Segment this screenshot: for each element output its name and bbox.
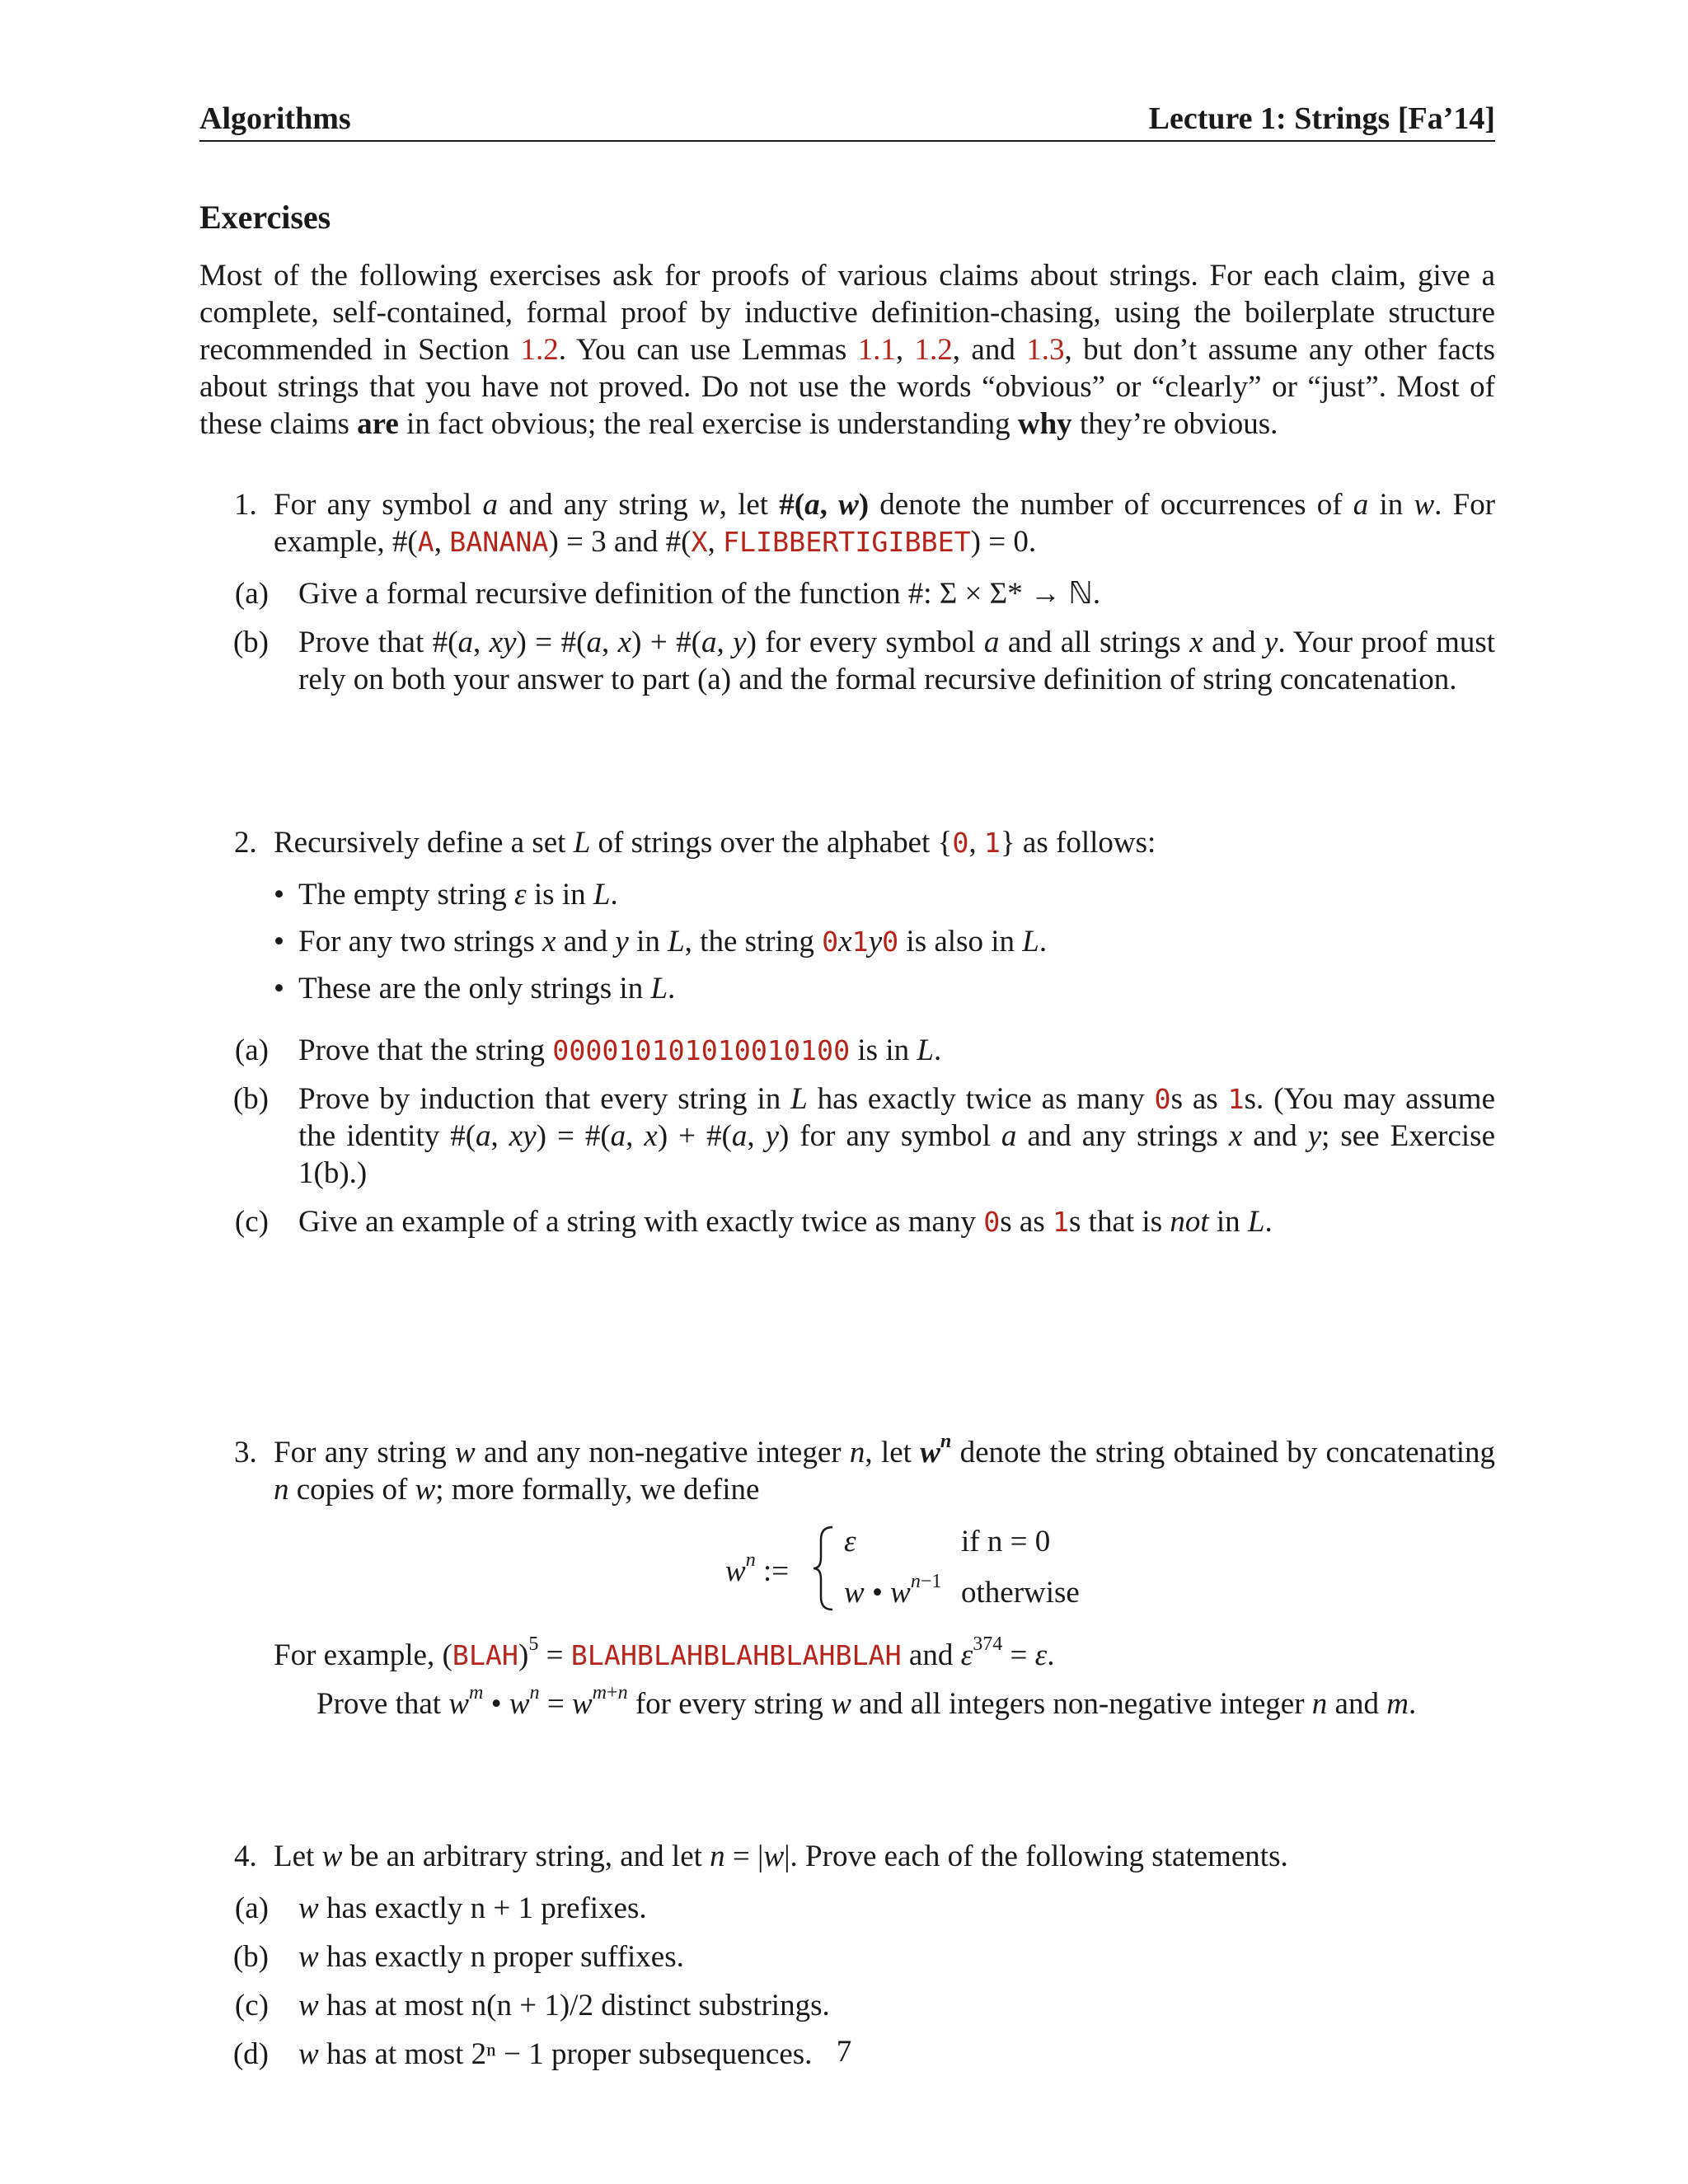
bullet-2: • For any two strings x and y in L, the string 0x1y0 is also in L. [274, 925, 1048, 958]
exercise-4b: (b) w has exactly n proper suffixes. [232, 1940, 684, 1974]
definition-display: $w^n$ := ε if n = 0 w • $w^{n-1}$ otherwise [234, 1523, 1495, 1614]
page-number: 7 [836, 2035, 852, 2069]
exercise-4d: (d) w has at most 2ⁿ − 1 proper subsequences. [232, 2037, 813, 2071]
exercise-1a: (a) Give a formal recursive definition of the function #: Σ × Σ* → ℕ. [234, 577, 1101, 611]
exercise-1-statement: For any symbol a and any string w, let #(a, w) denote the number of occurrences of a in w. For example, #(A, BANANA) = 3 and #(X, FLIBBERTIGIBBET) = 0. [274, 488, 1496, 559]
exercise-3: 3. For any string w and any non-negative integer n, let $w^n$ denote the string obtained by concatenating n copies of w; more formally, we define $w^n$ := ε if n = 0 w • $w^{n-1}$ otherwise For example, (BLAH)$^5$ = BLAHBLAHBLAHBLAHBLAH and $\varepsilon^{374} = \varepsilon$. Prove that $w^m$ • $w^n = w^{m+n}$ for every string w and all integers non-negative integer n and m. [234, 1430, 1496, 1721]
exercise-1b: (b) Prove that #(a, xy) = #(a, x) + #(a, y) for every symbol a and all strings x and y. Your proof must rely on both your answer to part (a) and the formal recursive definition of string concatenation. [232, 626, 1496, 696]
header-left: Algorithms [199, 101, 351, 136]
ref-lemma-1-3[interactable]: 1.3 [1026, 333, 1065, 367]
exercise-2b: (b) Prove by induction that every string in L has exactly twice as many 0s as 1s. (You may assume the identity #(a, xy) = #(a, x) + #(a, y) for any symbol a and any strings x and y; see Exercise 1(b).) [232, 1082, 1495, 1190]
bullet-3: • These are the only strings in L. [274, 972, 676, 1005]
exercise-2: 2. Recursively define a set L of strings over the alphabet {0, 1} as follows: • The empty string ε is in L. • For any two strings x and y in L, the string 0x1y0 is also in L. • These are the only strings in L. (a) Prove that the string 000010101010010100 is in L. (b) Prove by induction that every string in L has exactly twice as many 0s as 1s. (You may assume the identity #(a, xy) = #(a, x) + #(a, y) for any symbol a and any strings x and y; see Exercise 1(b).) (c) Give an example of a string with exactly twice as many 0s as 1s that is not in L. [232, 826, 1495, 1239]
exercise-2c: (c) Give an example of a string with exactly twice as many 0s as 1s that is not in L. [234, 1205, 1273, 1239]
ref-section[interactable]: 1.2 [520, 333, 559, 367]
exercise-4: 4. Let w be an arbitrary string, and let n = |w|. Prove each of the following statements. (a) w has exactly n + 1 prefixes. (b) w has exactly n proper suffixes. (c) w has at most n(n + 1)/2 distinct substrings. (d) w has at most 2ⁿ − 1 proper subsequences. [234, 1838, 1495, 2073]
exercise-2a: (a) Prove that the string 000010101010010100 is in L. [234, 1033, 942, 1067]
running-header [199, 91, 1495, 142]
ref-lemma-1-2[interactable]: 1.2 [914, 333, 953, 367]
header-right: Lecture 1: Strings [Fa’14] [1148, 101, 1495, 136]
ref-lemma-1-1[interactable]: 1.1 [857, 333, 896, 367]
exercise-4a: (a) w has exactly n + 1 prefixes. [234, 1891, 647, 1925]
left-brace-icon [811, 1525, 836, 1612]
bullet-1: • The empty string ε is in L. [274, 878, 618, 912]
intro-paragraph: Most of the following exercises ask for proofs of various claims about strings. For each claim, give a complete, self-contained, formal proof by inductive definition-chasing, using the boilerplate structure recommended in Section 1.2. You can use Lemmas 1.1, 1.2, and 1.3, but don’t assume any other facts about strings that you have not proved. Do not use the words “obvious” or “clearly” or “just”. Most of these claims are in fact obvious; the real exercise is understanding why they’re obvious. [199, 259, 1495, 441]
exercise-4c: (c) w has at most n(n + 1)/2 distinct substrings. [234, 1989, 830, 2022]
section-title: Exercises [199, 199, 331, 236]
exercise-1: 1. For any symbol a and any string w, let #(a, w) denote the number of occurrences of a in w. For example, #(A, BANANA) = 3 and #(X, FLIBBERTIGIBBET) = 0. (a) Give a formal recursive definition of the function #: Σ × Σ* → ℕ. (b) Prove that #(a, xy) = #(a, x) + #(a, y) for every symbol a and all strings x and y. Your proof must rely on both your answer to part (a) and the formal recursive definition of string concatenation. [232, 488, 1496, 696]
